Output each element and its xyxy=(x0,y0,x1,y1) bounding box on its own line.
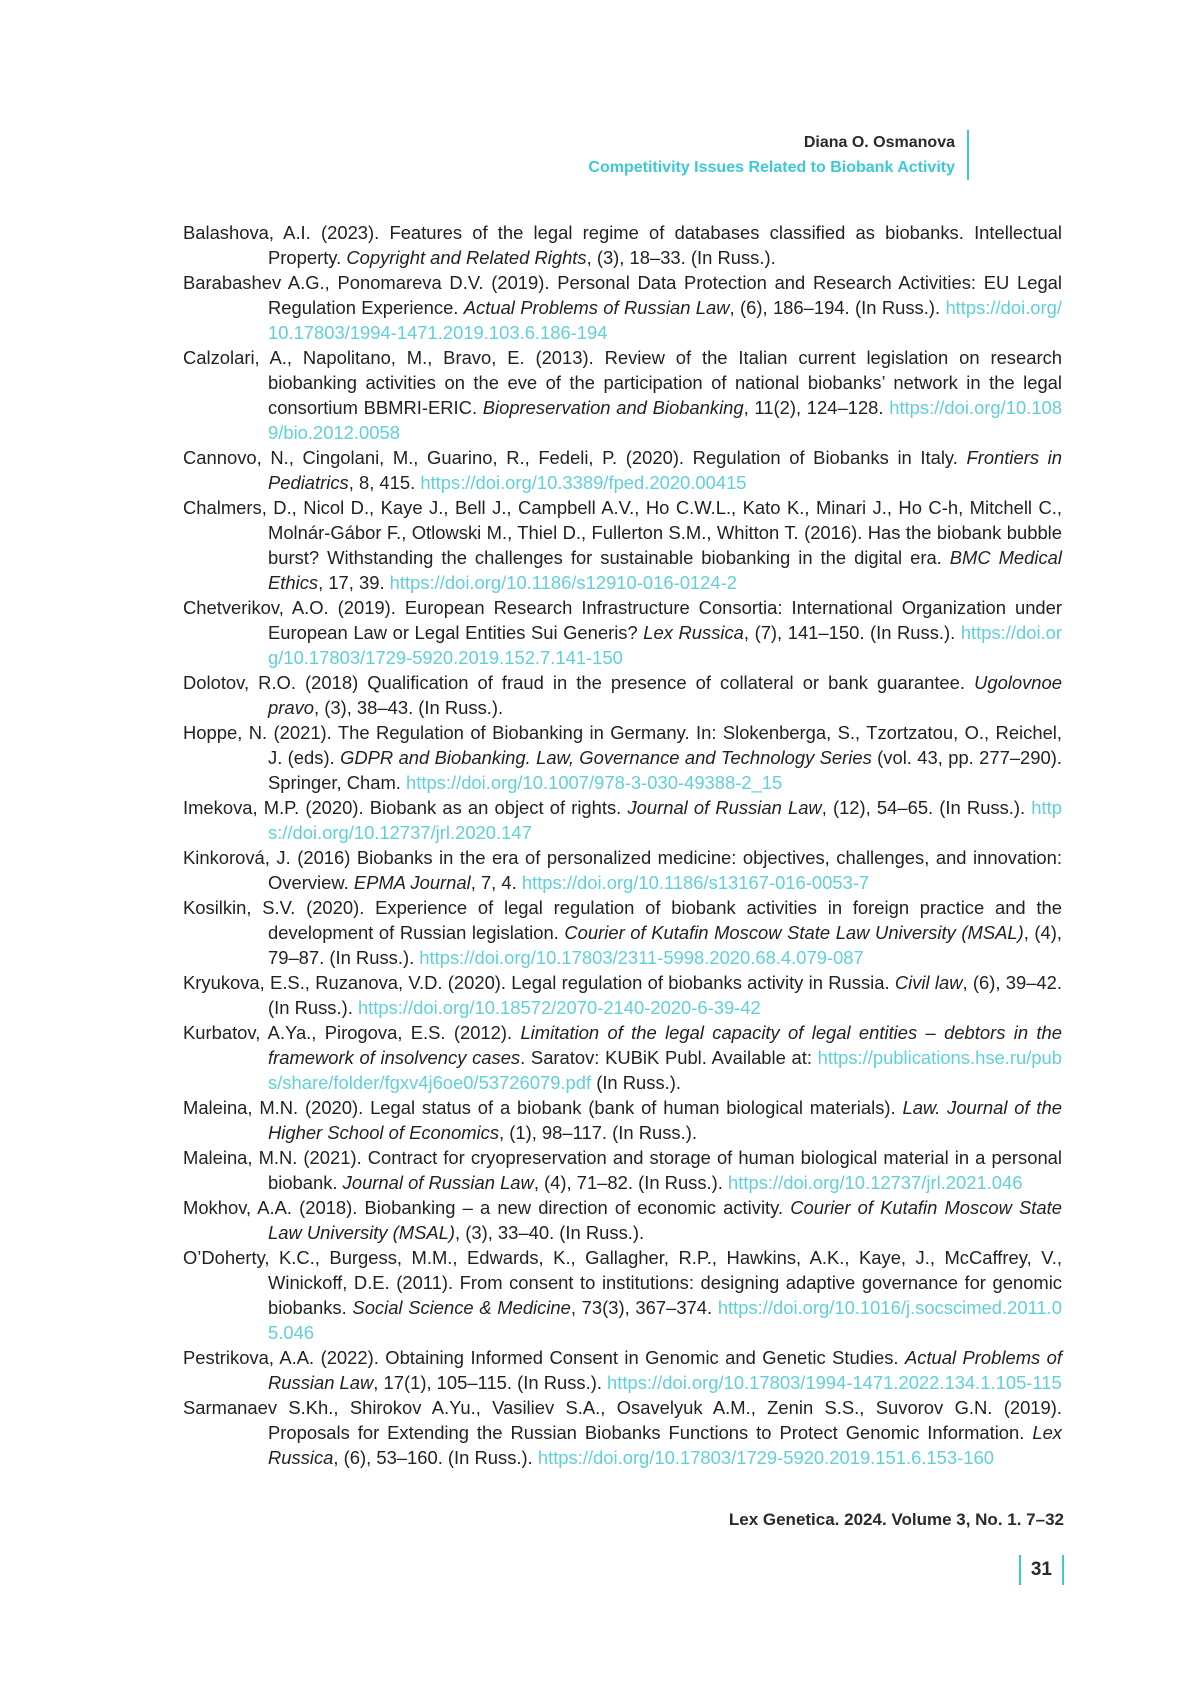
reference-text: Mokhov, A.A. (2018). Biobanking – a new direction of economic activity. xyxy=(183,1197,791,1218)
reference-text: Maleina, M.N. (2020). Legal status of a biobank (bank of human biological materials). xyxy=(183,1097,903,1118)
reference-text: Kurbatov, A.Ya., Pirogova, E.S. (2012). xyxy=(183,1022,521,1043)
reference-list xyxy=(183,220,1062,1470)
running-header xyxy=(395,130,969,180)
reference-source-title: Courier of Kutafin Moscow State Law University (MSAL) xyxy=(564,922,1024,943)
reference-source-title: Journal of Russian Law xyxy=(342,1172,534,1193)
reference-doi-link[interactable]: https://publications.hse.ru/pubs/share/folder/fgxv4j6oe0/53726079.pdf xyxy=(268,1047,1062,1093)
reference-source-title: BMC Medical Ethics xyxy=(268,547,1062,593)
article-short-title: Competitivity Issues Related to Biobank Activity xyxy=(588,159,955,176)
reference-source-title: Social Science & Medicine xyxy=(352,1297,571,1318)
reference-item xyxy=(183,795,1062,845)
reference-item xyxy=(183,1095,1062,1145)
reference-source-title: Copyright and Related Rights xyxy=(346,247,587,268)
reference-item xyxy=(183,720,1062,795)
reference-source-title: Law. Journal of the Higher School of Economics xyxy=(268,1097,1062,1143)
reference-item xyxy=(183,1145,1062,1195)
reference-details: , 11(2), 124–128. xyxy=(743,397,890,418)
reference-doi-link[interactable]: https://doi.org/10.17803/1729-5920.2019.151.6.153-160 xyxy=(537,1447,994,1468)
reference-details: , (12), 54–65. (In Russ.). xyxy=(821,797,1032,818)
reference-doi-link[interactable]: https://doi.org/10.3389/fped.2020.00415 xyxy=(420,472,747,493)
reference-text: Pestrikova, A.A. (2022). Obtaining Informed Consent in Genomic and Genetic Studies. xyxy=(183,1347,905,1368)
reference-source-title: Journal of Russian Law xyxy=(627,797,822,818)
reference-source-title: GDPR and Biobanking. Law, Governance and Technology Series xyxy=(340,747,872,768)
reference-text: Barabashev A.G., Ponomareva D.V. (2019). Personal Data Protection and Research Activities: EU Legal Regulation Experience. xyxy=(183,272,1062,318)
reference-details: , (6), 39–42. (In Russ.). xyxy=(268,972,1062,1018)
reference-tail: (In Russ.). xyxy=(591,1072,682,1093)
reference-item xyxy=(183,345,1062,445)
reference-details: (vol. 43, pp. 277–290). Springer, Cham. xyxy=(268,747,1062,793)
author-name: Diana O. Osmanova xyxy=(803,134,955,151)
reference-text: Dolotov, R.O. (2018) Qualification of fraud in the presence of collateral or bank guarantee. xyxy=(183,672,975,693)
reference-doi-link[interactable]: https://doi.org/10.1089/bio.2012.0058 xyxy=(268,397,1063,443)
reference-details: , (3), 18–33. (In Russ.). xyxy=(586,247,776,268)
reference-text: Kryukova, E.S., Ruzanova, V.D. (2020). Legal regulation of biobanks activity in Russia. xyxy=(183,972,895,993)
reference-item xyxy=(183,270,1062,345)
reference-source-title: Lex Russica xyxy=(268,1422,1062,1468)
reference-item xyxy=(183,445,1062,495)
reference-item xyxy=(183,220,1062,270)
reference-item xyxy=(183,1345,1062,1395)
reference-doi-link[interactable]: https://doi.org/10.12737/jrl.2021.046 xyxy=(728,1172,1023,1193)
reference-details: , (3), 33–40. (In Russ.). xyxy=(455,1222,645,1243)
reference-details: , 17(1), 105–115. (In Russ.). xyxy=(373,1372,608,1393)
reference-item xyxy=(183,1020,1062,1095)
reference-details: , (4), 71–82. (In Russ.). xyxy=(533,1172,729,1193)
reference-text: O’Doherty, K.C., Burgess, M.M., Edwards, K., Gallagher, R.P., Hawkins, A.K., Kaye, J., McCaffrey, V., Winickoff, D.E. (2011). From consent to institutions: designing adaptive governance for genomic biobanks. xyxy=(183,1247,1062,1318)
reference-source-title: Actual Problems of Russian Law xyxy=(268,1347,1062,1393)
reference-details: , (7), 141–150. (In Russ.). xyxy=(743,622,961,643)
reference-details: , 73(3), 367–374. xyxy=(570,1297,718,1318)
reference-details: , (6), 53–160. (In Russ.). xyxy=(333,1447,538,1468)
reference-item xyxy=(183,495,1062,595)
reference-item xyxy=(183,1195,1062,1245)
reference-details: , (1), 98–117. (In Russ.). xyxy=(499,1122,697,1143)
reference-item xyxy=(183,1245,1062,1345)
reference-item xyxy=(183,970,1062,1020)
reference-source-title: Actual Problems of Russian Law xyxy=(463,297,730,318)
reference-details: . Saratov: KUBiK Publ. Available at: xyxy=(520,1047,818,1068)
reference-source-title: Courier of Kutafin Moscow State Law University (MSAL) xyxy=(268,1197,1062,1243)
reference-text: Hoppe, N. (2021). The Regulation of Biobanking in Germany. In: Slokenberga, S., Tzortzatou, O., Reichel, J. (eds). xyxy=(183,722,1062,768)
reference-doi-link[interactable]: https://doi.org/10.17803/1729-5920.2019.152.7.141-150 xyxy=(268,622,1063,668)
reference-source-title: Ugolovnoe pravo xyxy=(268,672,1062,718)
reference-text: Chetverikov, A.O. (2019). European Research Infrastructure Consortia: International Organization under European Law or Legal Entities Sui Generis? xyxy=(183,597,1062,643)
reference-doi-link[interactable]: https://doi.org/10.17803/1994-1471.2022.134.1.105-115 xyxy=(607,1372,1062,1393)
reference-details: , (3), 38–43. (In Russ.). xyxy=(314,697,504,718)
reference-text: Balashova, A.I. (2023). Features of the legal regime of databases classified as biobanks. Intellectual Property. xyxy=(183,222,1062,268)
journal-citation: Lex Genetica. 2024. Volume 3, No. 1. 7–32 xyxy=(728,1510,1064,1529)
reference-source-title: Civil law xyxy=(894,972,963,993)
reference-item xyxy=(183,895,1062,970)
reference-doi-link[interactable]: https://doi.org/10.1016/j.socscimed.2011.05.046 xyxy=(268,1297,1062,1343)
reference-doi-link[interactable]: https://doi.org/10.1186/s13167-016-0053-7 xyxy=(521,872,870,893)
reference-text: Kosilkin, S.V. (2020). Experience of legal regulation of biobank activities in foreign practice and the development of Russian legislation. xyxy=(183,897,1062,943)
reference-details: , 8, 415. xyxy=(348,472,421,493)
reference-source-title: Limitation of the legal capacity of legal entities – debtors in the framework of insolvency cases xyxy=(268,1022,1062,1068)
reference-text: Calzolari, A., Napolitano, M., Bravo, E. (2013). Review of the Italian current legislation on research biobanking activities on the eve of the participation of national biobanks’ network in the legal consortium BBMRI-ERIC. xyxy=(183,347,1062,418)
reference-item xyxy=(183,595,1062,670)
reference-doi-link[interactable]: https://doi.org/10.1007/978-3-030-49388-2_15 xyxy=(406,772,783,793)
reference-item xyxy=(183,670,1062,720)
reference-source-title: EPMA Journal xyxy=(353,872,471,893)
reference-source-title: Biopreservation and Biobanking xyxy=(482,397,744,418)
reference-doi-link[interactable]: https://doi.org/10.12737/jrl.2020.147 xyxy=(268,797,1062,843)
reference-doi-link[interactable]: https://doi.org/10.18572/2070-2140-2020-6-39-42 xyxy=(357,997,761,1018)
reference-text: Chalmers, D., Nicol D., Kaye J., Bell J., Campbell A.V., Ho C.W.L., Kato K., Minari J., Ho C-h, Mitchell C., Molnár-Gábor F., Otlowski M., Thiel D., Fullerton S.M., Whitton T. (2016). Has the biobank bubble burst? Withstanding the challenges for sustainable biobanking in the digital era. xyxy=(183,497,1062,568)
reference-details: , 17, 39. xyxy=(318,572,390,593)
reference-doi-link[interactable]: https://doi.org/10.17803/2311-5998.2020.68.4.079-087 xyxy=(419,947,864,968)
reference-text: Cannovo, N., Cingolani, M., Guarino, R., Fedeli, P. (2020). Regulation of Biobanks in Italy. xyxy=(183,447,967,468)
reference-text: Imekova, M.P. (2020). Biobank as an object of rights. xyxy=(183,797,628,818)
page-number: 31 xyxy=(1019,1555,1064,1585)
reference-item xyxy=(183,845,1062,895)
reference-source-title: Frontiers in Pediatrics xyxy=(268,447,1062,493)
reference-text: Maleina, M.N. (2021). Contract for cryopreservation and storage of human biological material in a personal biobank. xyxy=(183,1147,1062,1193)
reference-source-title: Lex Russica xyxy=(643,622,744,643)
reference-details: , (6), 186–194. (In Russ.). xyxy=(729,297,946,318)
reference-details: , 7, 4. xyxy=(470,872,522,893)
reference-item xyxy=(183,1395,1062,1470)
reference-text: Sarmanaev S.Kh., Shirokov A.Yu., Vasiliev S.A., Osavelyuk A.M., Zenin S.S., Suvorov G.N. (2019). Proposals for Extending the Russian Biobanks Functions to Protect Genomic Information. xyxy=(183,1397,1062,1443)
reference-doi-link[interactable]: https://doi.org/10.1186/s12910-016-0124-2 xyxy=(389,572,737,593)
reference-details: , (4), 79–87. (In Russ.). xyxy=(268,922,1063,968)
reference-text: Kinkorová, J. (2016) Biobanks in the era of personalized medicine: objectives, challenges, and innovation: Overview. xyxy=(183,847,1062,893)
reference-doi-link[interactable]: https://doi.org/10.17803/1994-1471.2019.103.6.186-194 xyxy=(268,297,1062,343)
